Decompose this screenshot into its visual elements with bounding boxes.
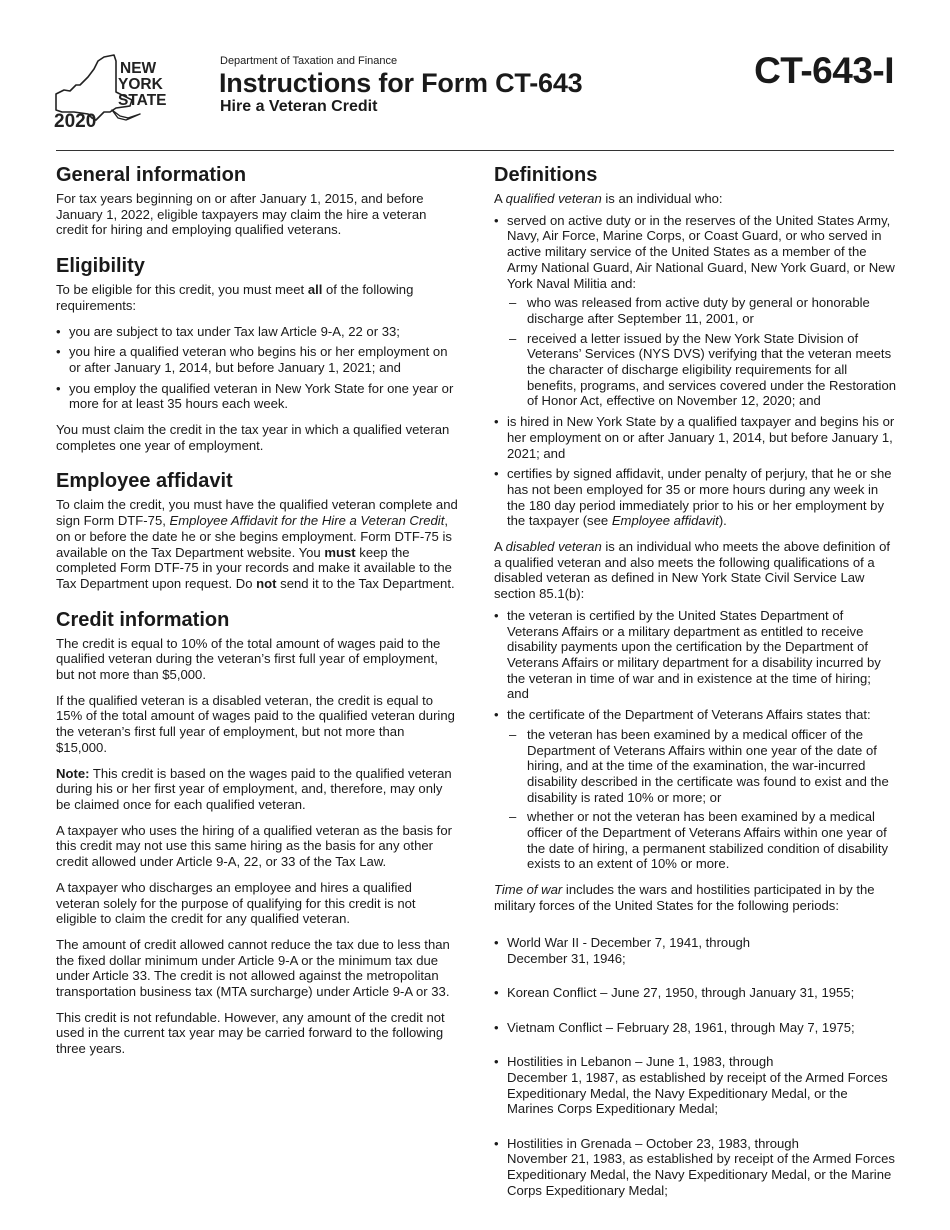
- page-title: Instructions for Form CT-643: [219, 68, 583, 98]
- employee-affidavit-section: [56, 469, 458, 591]
- logo-word-new: NEW: [120, 60, 157, 77]
- credit-note: Note: This credit is based on the wages paid to the qualified veteran during his or her first year of employment, and, therefore, may only be claimed once for each qualified veteran.: [56, 765, 452, 812]
- list-item: • you hire a qualified veteran who begins his or her employment on or after January 1, 2014, but before January 1, 2021; and: [56, 344, 458, 375]
- sub-list-item: – who was released from active duty by general or honorable discharge after September 11, 2001, or: [507, 295, 896, 326]
- list-item: • served on active duty or in the reserves of the United States Army, Navy, Air Force, Marine Corps, or Coast Guard, or who served in active military service of the United States as a member of the Army National Guard, Air National Guard, New York Guard, or New York Naval Militia and: – who was released from active duty by general or honorable discharge after September 11, 2001, or – received a letter issued by the New York State Division of Veterans’ Services (NYS DVS) verifying that the veteran meets the character of discharge eligibility requirements for all benefits, programs, and services covered under the Restoration of Honor Act, effective on November 12, 2020; and: [494, 213, 896, 409]
- sub-list-item: – whether or not the veteran has been examined by a medical officer of the Department of Veterans Affairs within one year of the date of hiring, a permanent stabilized condition of disability exists to an extent of 10% or more.: [507, 809, 896, 872]
- list-item: • Korean Conflict – June 27, 1950, through January 31, 1955;: [494, 985, 896, 1001]
- list-item: • Vietnam Conflict – February 28, 1961, through May 7, 1975;: [494, 1020, 896, 1036]
- qualified-veteran-intro: A qualified veteran is an individual who:: [494, 191, 723, 206]
- list-item: • certifies by signed affidavit, under penalty of perjury, that he or she has not been employed for 35 or more hours during any week in the 180 day period immediately prior to his or her employment by the taxpayer (see Employee affidavit).: [494, 466, 896, 529]
- credit-paragraph: This credit is not refundable. However, any amount of the credit not used in the current tax year may be carried forward to the following three years.: [56, 1009, 445, 1057]
- sub-list: [507, 727, 896, 872]
- logo-word-york: YORK: [118, 76, 163, 93]
- credit-information-heading: Credit information: [56, 608, 230, 631]
- logo-word-state: STATE: [118, 92, 167, 109]
- list-item: • World War II - December 7, 1941, through December 31, 1946;: [494, 935, 896, 966]
- credit-information-section: [56, 608, 458, 1057]
- disabled-veteran-list: [494, 608, 896, 872]
- eligibility-heading: Eligibility: [56, 255, 145, 278]
- employee-affidavit-heading: Employee affidavit: [56, 470, 233, 493]
- list-item: • you are subject to tax under Tax law Article 9-A, 22 or 33;: [56, 324, 458, 340]
- right-column: [494, 163, 896, 1227]
- time-of-war-periods-list: [494, 920, 896, 1218]
- header-divider: [56, 150, 894, 151]
- new-york-state-logo: [52, 52, 182, 130]
- definitions-section: [494, 163, 896, 1217]
- list-item: • you employ the qualified veteran in New York State for one year or more for at least 35 hours each week.: [56, 381, 458, 412]
- credit-paragraph: If the qualified veteran is a disabled veteran, the credit is equal to 15% of the total amount of wages paid to the qualified veteran during the veteran’s first full year of employment, but not more than $15,000.: [56, 692, 455, 755]
- credit-paragraph: A taxpayer who uses the hiring of a qualified veteran as the basis for this credit may not use this same hiring as the basis for any other credit allowed under Article 9-A, 22, or 33 of the Tax Law.: [56, 822, 452, 870]
- qualified-veteran-list: [494, 213, 896, 529]
- list-item: • the veteran is certified by the United States Department of Veterans Affairs or a military department as entitled to receive disability payments upon the certification by the Department of Veterans Affairs or military department for a disability incurred by the veteran in time of war and in existence at the time of hiring; and: [494, 608, 896, 702]
- sub-list-item: – the veteran has been examined by a medical officer of the Department of Veterans Affairs within one year of the date of hiring, and at the time of the examination, the war-incurred disability described in the certificate was found to exist and the disability is rated 10% or more; or: [507, 727, 896, 806]
- list-item: • the certificate of the Department of Veterans Affairs states that: – the veteran has been examined by a medical officer of the Department of Veterans Affairs within one year of the date of hiring, and at the time of the examination, the war-incurred disability described in the certificate was found to exist and the disability is rated 10% or more; or – whether or not the veteran has been examined by a medical officer of the Department of Veterans Affairs within one year of the date of hiring, a permanent stabilized condition of disability exists to an extent of 10% or more.: [494, 707, 896, 872]
- left-column: [56, 163, 458, 1067]
- disabled-veteran-intro: A disabled veteran is an individual who meets the above definition of a qualified veteran and also meets the following qualifications of a disabled veteran as defined in New York State Civil Service Law section 85.1(b):: [494, 539, 890, 602]
- department-name: Department of Taxation and Finance: [220, 55, 398, 67]
- sub-list-item: – received a letter issued by the New York State Division of Veterans’ Services (NYS DVS) verifying that the veteran meets the character of discharge eligibility requirements for all benefits, programs, and services covered under the Restoration of Honor Act, effective on November 12, 2020; and: [507, 331, 896, 410]
- eligibility-claim-text: You must claim the credit in the tax year in which a qualified veteran completes one year of employment.: [56, 422, 450, 453]
- credit-paragraph: The amount of credit allowed cannot reduce the tax due to less than the fixed dollar minimum under Article 9-A or the minimum tax due under Article 33. The credit is not allowed against the metropolitan transportation business tax (MTA surcharge) under Article 9-A or 33.: [56, 936, 450, 1000]
- list-item: • is hired in New York State by a qualified taxpayer and begins his or her employment on or after January 1, 2014, but before January 1, 2021; and: [494, 414, 896, 461]
- sub-list: [507, 295, 896, 409]
- logo-year: 2020: [54, 111, 97, 130]
- eligibility-section: [56, 254, 458, 453]
- general-information-text: For tax years beginning on or after January 1, 2015, and before January 1, 2022, eligible taxpayers may claim the hire a veteran credit for hiring and employing qualified veterans.: [56, 191, 427, 238]
- list-item: • Hostilities in Grenada – October 23, 1983, through November 21, 1983, as established by receipt of the Armed Forces Expeditionary Medal, the Navy Expeditionary Medal, or the Marine Corps Expeditionary Medal;: [494, 1136, 896, 1199]
- credit-paragraph: The credit is equal to 10% of the total amount of wages paid to the qualified veteran during the veteran’s first full year of employment, but not more than $5,000.: [56, 635, 441, 683]
- list-item: • Hostilities in Lebanon – June 1, 1983, through December 1, 1987, as established by receipt of the Armed Forces Expeditionary Medal, the Navy Expeditionary Medal, or the Marines Corps Expeditionary Medal;: [494, 1054, 896, 1117]
- general-information-heading: General information: [56, 164, 247, 186]
- time-of-war-intro: Time of war includes the wars and hostilities participated in by the military forces of the United States for the following periods:: [494, 882, 875, 913]
- definitions-heading: Definitions: [494, 164, 598, 186]
- page-subtitle: Hire a Veteran Credit: [220, 98, 378, 115]
- credit-paragraph: A taxpayer who discharges an employee and hires a qualified veteran solely for the purpose of qualifying for this credit is not eligible to claim the credit for any qualified veteran.: [56, 879, 416, 927]
- employee-affidavit-text: To claim the credit, you must have the qualified veteran complete and sign Form DTF-75, Employee Affidavit for the Hire a Veteran Credit, on or before the date he or she begins employment. Form DTF-75 is available on the Tax Department website. You must keep the completed Form DTF-75 in your records and make it available to the Tax Department upon request. Do not send it to the Tax Department.: [56, 497, 458, 591]
- general-information-section: [56, 163, 458, 238]
- eligibility-requirements-list: [56, 324, 458, 413]
- eligibility-intro: To be eligible for this credit, you must meet all of the following requirements:: [56, 282, 414, 313]
- form-number: CT-643-I: [754, 50, 894, 91]
